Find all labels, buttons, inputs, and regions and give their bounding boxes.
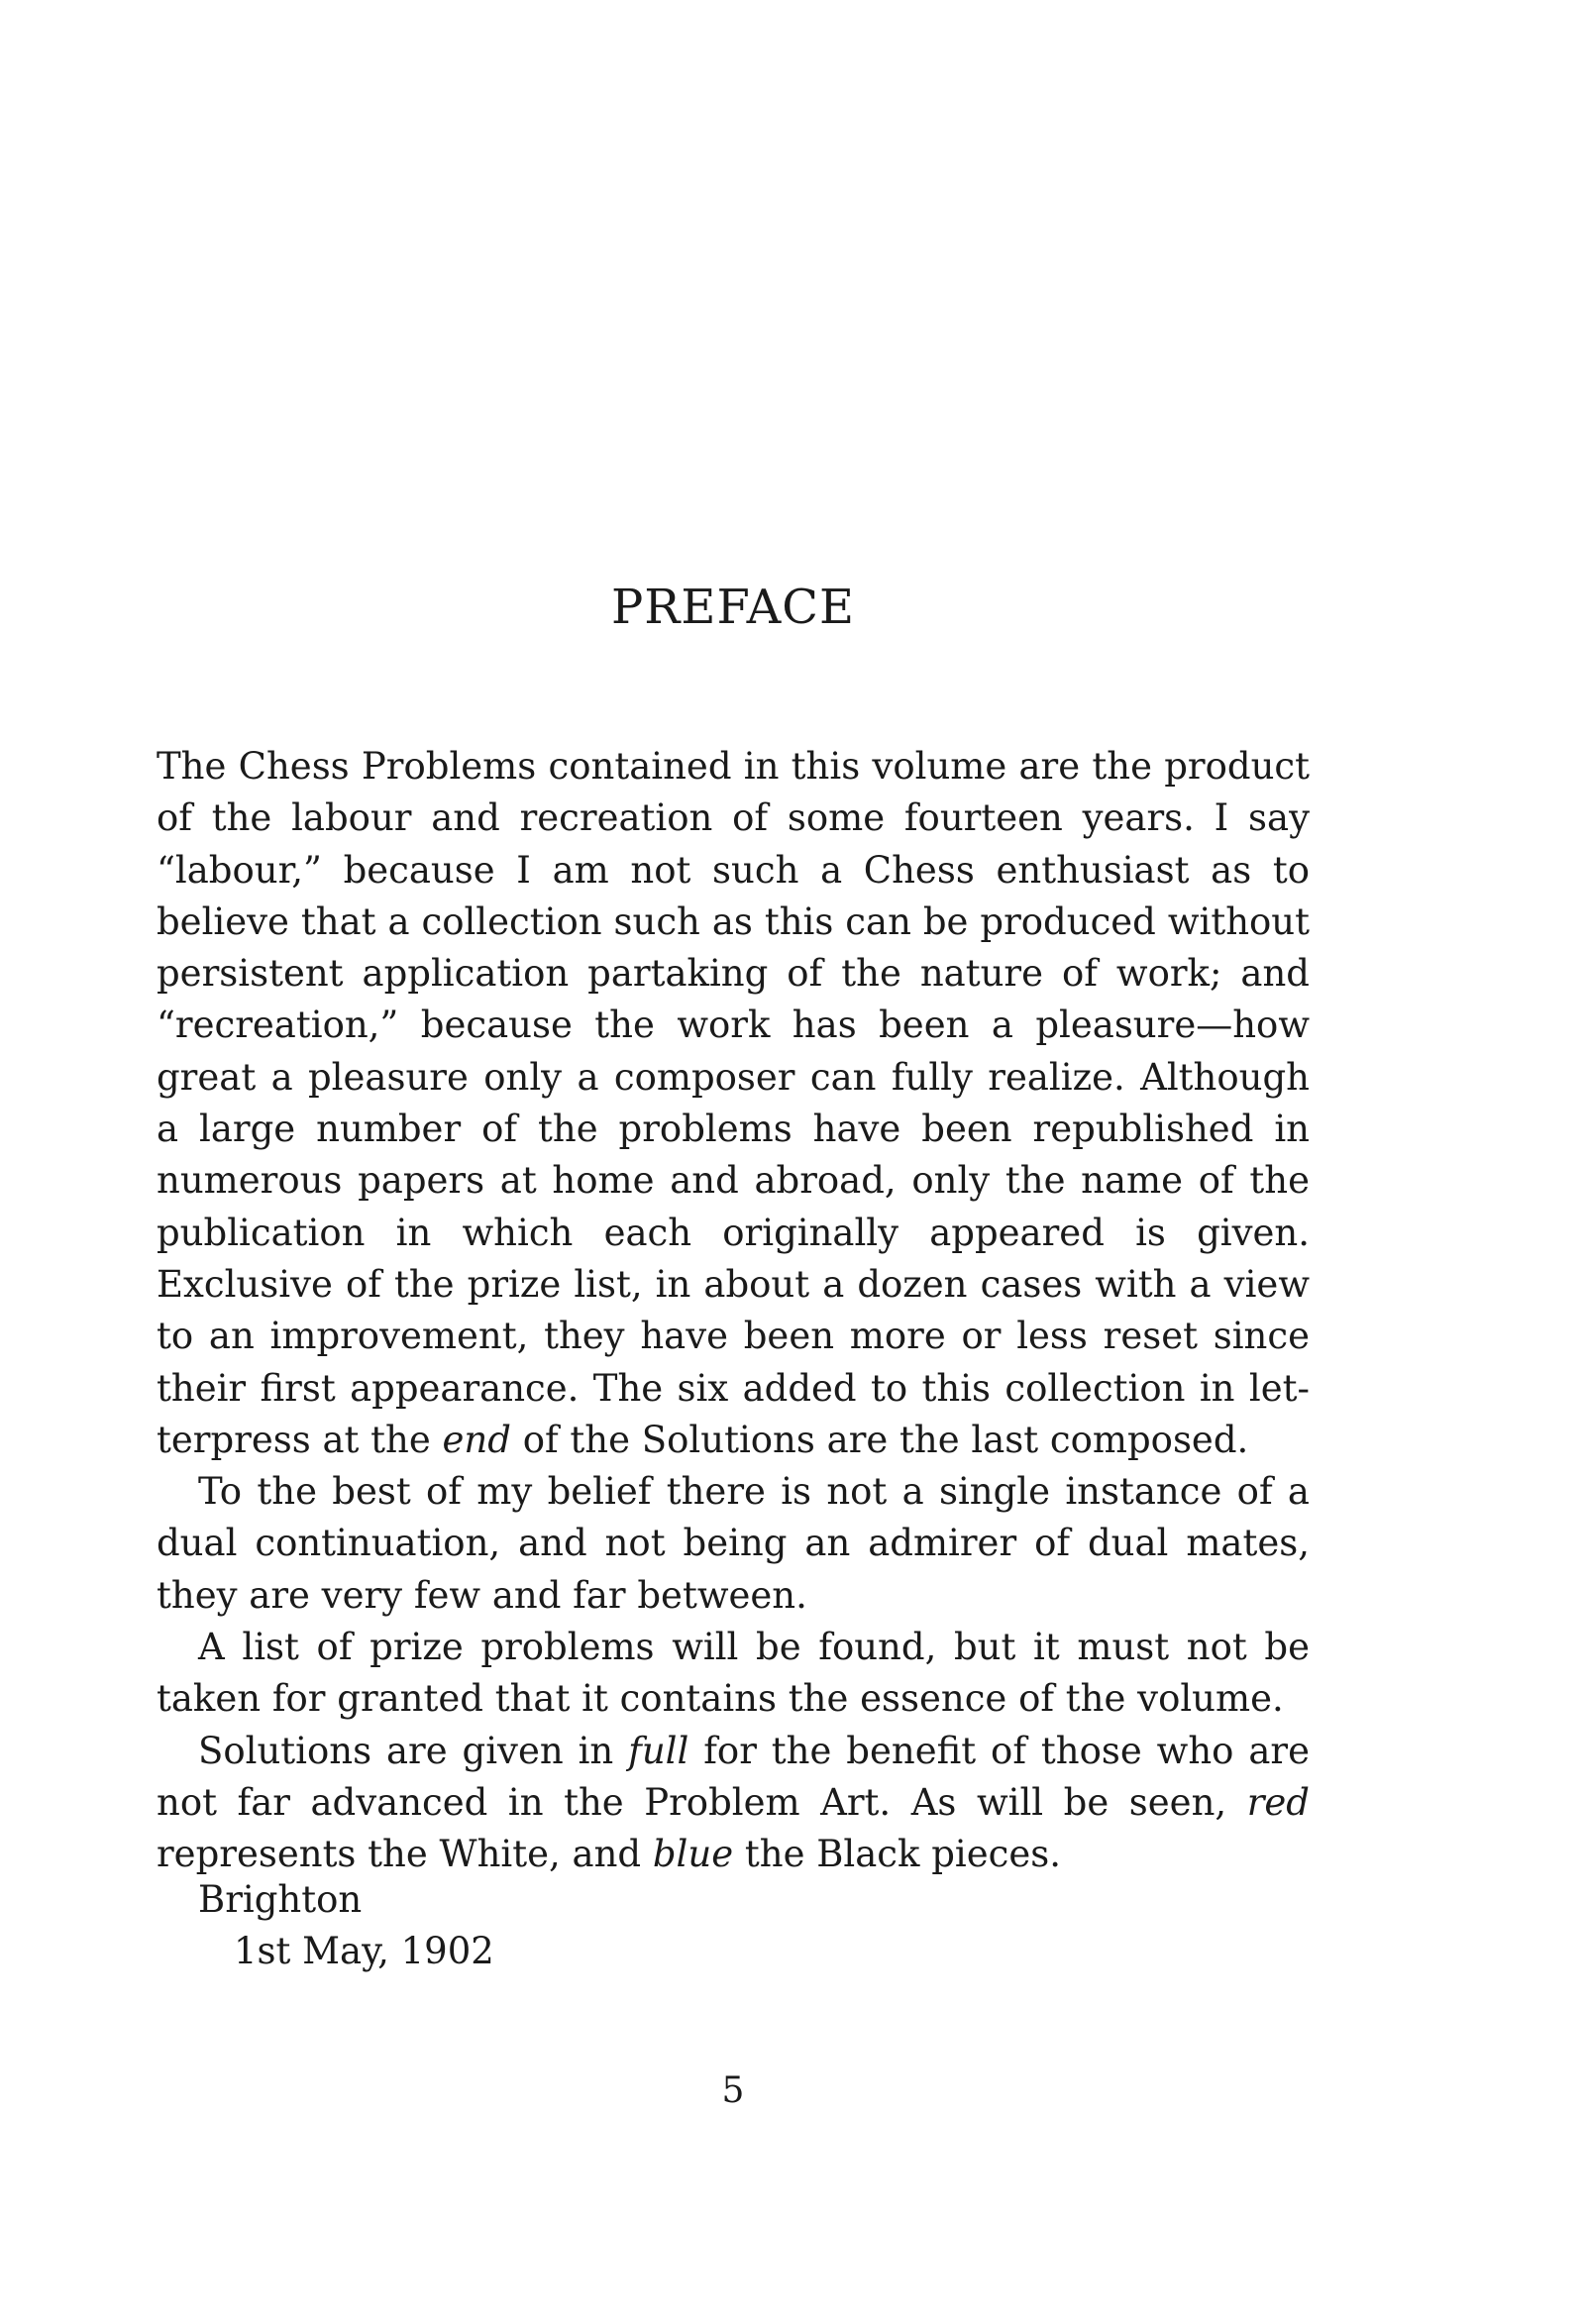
page-title: PREFACE [610,580,856,635]
paragraph-4-text-d: the Black pieces. [733,1833,1061,1876]
paragraph-4-emphasis-blue: blue [652,1833,734,1876]
paragraph-4 [157,1726,1310,1881]
paragraph-4-emphasis-red: red [1246,1780,1310,1824]
paragraph-4-text-b: for the benefit of those who are not far advanced in the Problem Art. As will be seen, [157,1729,1310,1824]
paragraph-1 [157,741,1310,1466]
paragraph-1-text-a: The Chess Problems contained in this volume are the product of the labour and recreation of some fourteen years. I say “labour,” because I am not such a Chess enthusiast as to believe that a collection such as this can be produced without persistent application partaking of the nature of work; and “recreation,” because the work has been a pleasure—how great a pleasure only a composer can fully realize. Although a large number of the problems have been republished in numerous papers at home and abroad, only the name of the publication in which each originally appeared is given. Exclusive of the prize list, in about a dozen cases with a view to an improvement, they have been more or less reset since their first appearance. The six added to this collection in letterpress at the [157,745,1310,1461]
paragraph-1-emphasis: end [442,1418,511,1461]
signoff [198,1874,494,1977]
signoff-place: Brighton [198,1878,363,1921]
signoff-date: 1st May, 1902 [234,1930,494,1972]
paragraph-4-text-c: represents the White, and [157,1833,653,1876]
page-number: 5 [721,2070,745,2111]
paragraph-4-emphasis-full: full [628,1729,689,1772]
paragraph-3: A list of prize problems will be found, but it must not be taken for granted that it contains the essence of the volume. [157,1626,1310,1721]
paragraph-1-text-b: of the Solutions are the last composed. [510,1418,1249,1461]
paragraph-4-text-a: Solutions are given in [198,1729,629,1772]
paragraph-2: To the best of my belief there is not a single instance of a dual continuation, and not being an admirer of dual mates, they are very few and far between. [157,1470,1310,1617]
preface-body [157,741,1310,1881]
